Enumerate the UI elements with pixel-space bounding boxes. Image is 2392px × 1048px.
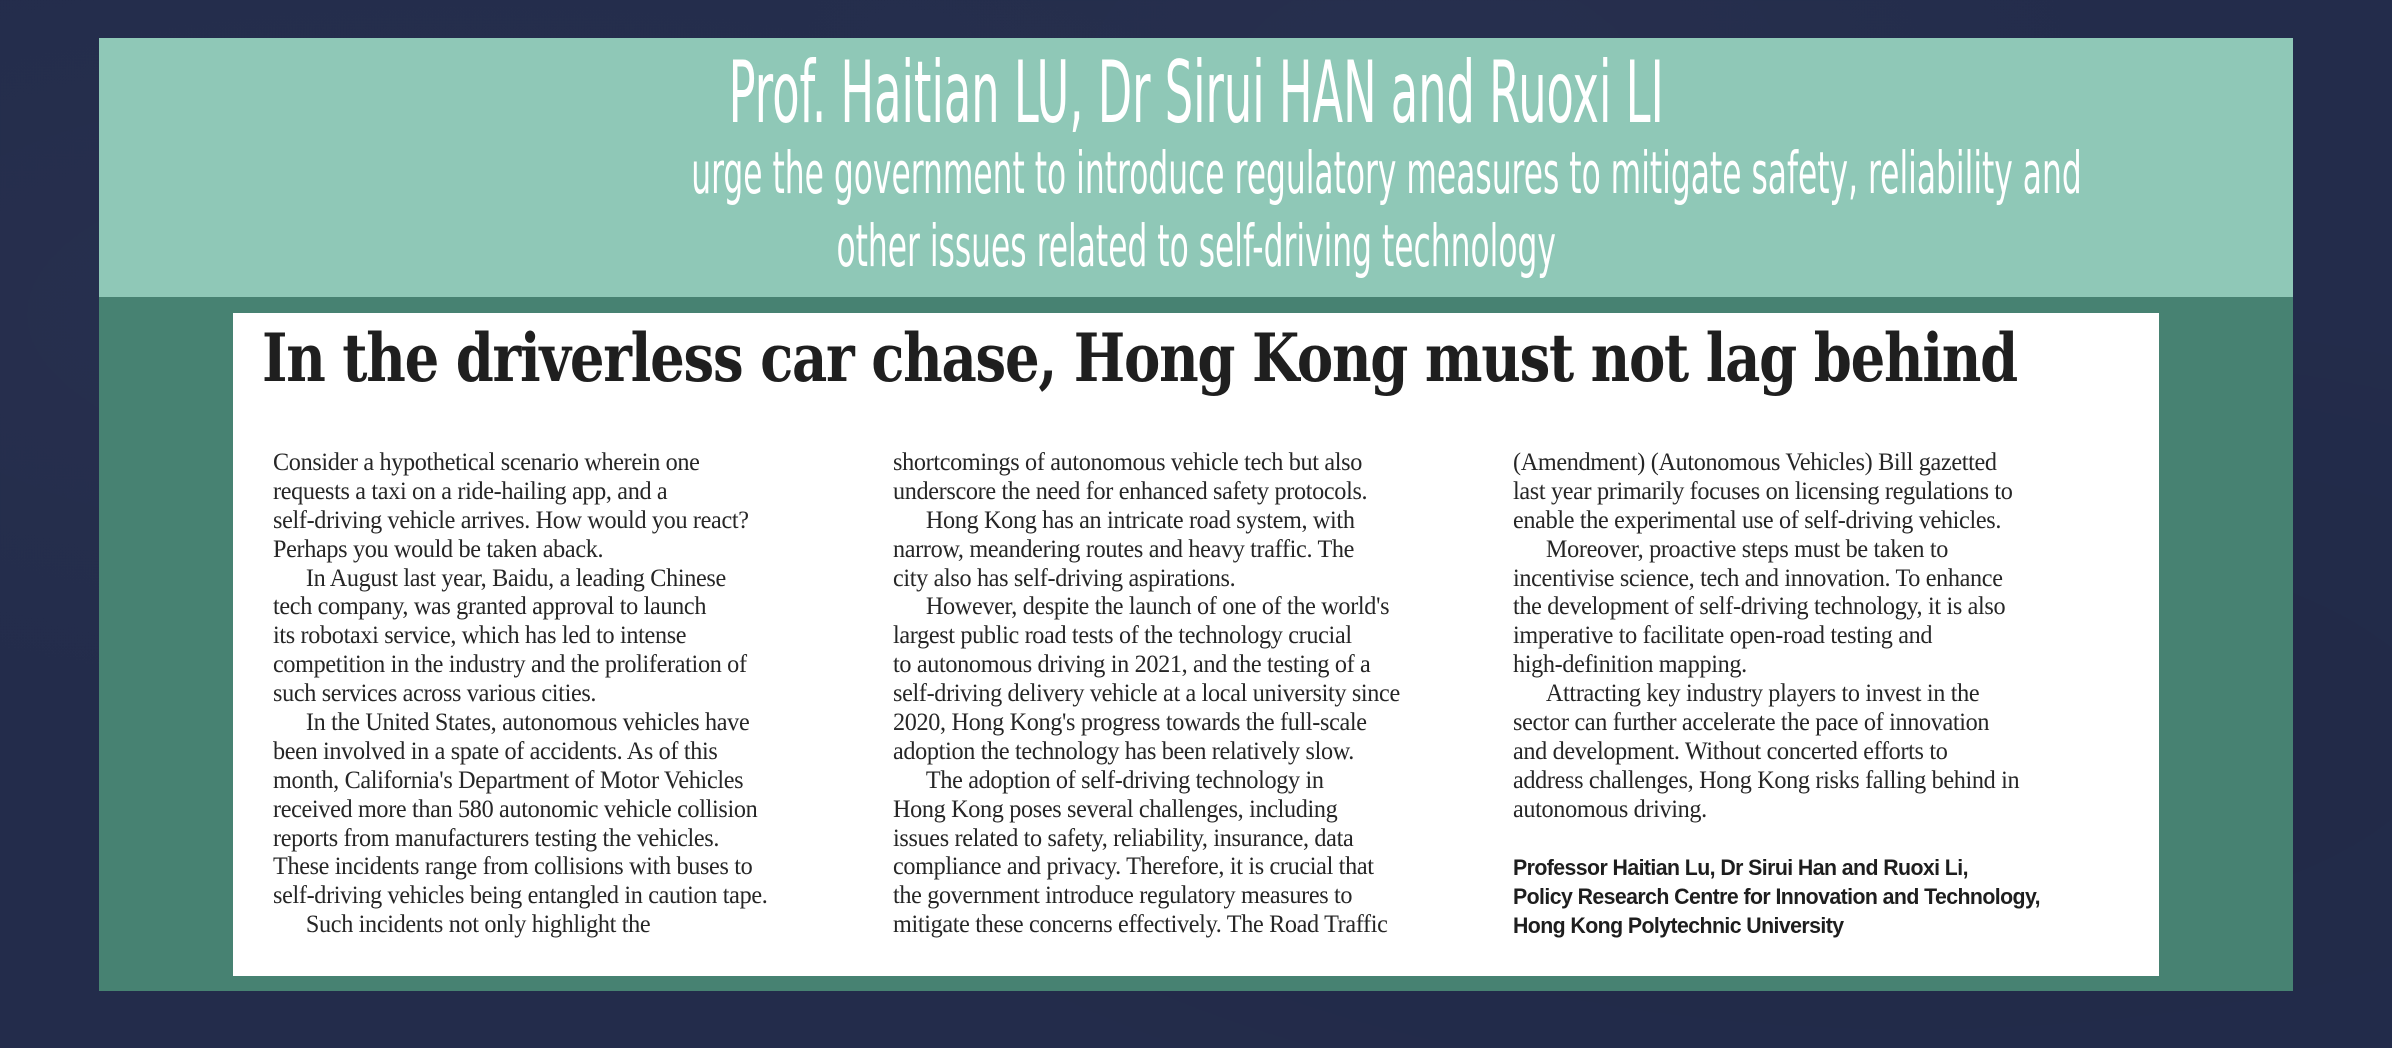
text-line: to autonomous driving in 2021, and the testing of a	[893, 651, 1371, 679]
text-line: self-driving delivery vehicle at a local university since	[893, 680, 1400, 708]
text-line: largest public road tests of the technology crucial	[893, 622, 1352, 650]
text-line: Such incidents not only highlight the	[305, 911, 651, 939]
text-line: such services across various cities.	[273, 680, 597, 708]
text-line: underscore the need for enhanced safety protocols.	[893, 477, 1368, 505]
text-line: Hong Kong has an intricate road system, with	[925, 506, 1355, 534]
text-line: adoption the technology has been relatively slow.	[893, 737, 1354, 765]
text-line: self-driving vehicles being entangled in caution tape.	[273, 882, 768, 910]
text-line: compliance and privacy. Therefore, it is crucial that	[893, 853, 1374, 881]
text-line: tech company, was granted approval to launch	[273, 593, 707, 621]
text-line: In August last year, Baidu, a leading Chinese	[305, 564, 726, 592]
text-line: city also has self-driving aspirations.	[893, 564, 1236, 592]
text-line: self-driving vehicle arrives. How would you react?	[273, 506, 749, 534]
text-line: been involved in a spate of accidents. As of this	[273, 737, 718, 765]
text-line: Attracting key industry players to invest in the	[1545, 680, 1980, 708]
text-line: and development. Without concerted efforts to	[1513, 737, 1948, 765]
subtitle-line-1: urge the government to introduce regulatory measures to mitigate safety, reliability and	[691, 139, 2082, 207]
text-line: enable the experimental use of self-driving vehicles.	[1513, 506, 2002, 534]
text-line: issues related to safety, reliability, insurance, data	[893, 824, 1354, 852]
text-line: its robotaxi service, which has led to intense	[273, 622, 687, 650]
subtitle-line-2: other issues related to self-driving technology	[836, 212, 1556, 280]
text-line: imperative to facilitate open-road testing and	[1513, 622, 1933, 650]
text-line: autonomous driving.	[1513, 795, 1707, 823]
text-line: Moreover, proactive steps must be taken to	[1545, 535, 1949, 563]
text-line: However, despite the launch of one of the world's	[925, 593, 1390, 621]
text-line: Hong Kong poses several challenges, including	[893, 795, 1338, 823]
text-line: competition in the industry and the proliferation of	[273, 651, 747, 679]
text-line: These incidents range from collisions with buses to	[273, 853, 753, 881]
text-line: shortcomings of autonomous vehicle tech but also	[893, 449, 1362, 476]
text-line: high-definition mapping.	[1513, 651, 1747, 679]
text-line: The adoption of self-driving technology in	[925, 766, 1324, 794]
author-institution-line: Hong Kong Polytechnic University	[1513, 913, 1844, 939]
text-line: requests a taxi on a ride-hailing app, and a	[273, 477, 668, 505]
text-line: address challenges, Hong Kong risks falling behind in	[1513, 766, 2020, 794]
text-line: In the United States, autonomous vehicles have	[305, 709, 750, 737]
article-column-3	[1513, 449, 2133, 940]
article-column-2	[893, 449, 1513, 940]
text-line: incentivise science, tech and innovation. To enhance	[1513, 564, 2003, 592]
text-line: narrow, meandering routes and heavy traffic. The	[893, 535, 1355, 563]
text-line: last year primarily focuses on licensing regulations to	[1513, 477, 2013, 505]
authors-title: Prof. Haitian LU, Dr Sirui HAN and Ruoxi LI	[728, 43, 1664, 143]
author-affiliation-line: Policy Research Centre for Innovation and Technology,	[1513, 884, 2040, 910]
text-line: mitigate these concerns effectively. The Road Traffic	[893, 911, 1388, 939]
text-line: the government introduce regulatory measures to	[893, 882, 1353, 910]
text-line: Consider a hypothetical scenario wherein one	[273, 449, 700, 476]
text-line: received more than 580 autonomic vehicle collision	[273, 795, 758, 823]
author-signature-line: Professor Haitian Lu, Dr Sirui Han and Ruoxi Li,	[1513, 855, 1968, 881]
text-line: reports from manufacturers testing the vehicles.	[273, 824, 720, 852]
text-line: month, California's Department of Motor Vehicles	[273, 766, 744, 794]
spacer	[1513, 825, 2133, 854]
text-line: sector can further accelerate the pace of innovation	[1513, 709, 1990, 737]
article-headline: In the driverless car chase, Hong Kong must not lag behind	[262, 319, 2017, 397]
text-line: 2020, Hong Kong's progress towards the full-scale	[893, 709, 1367, 737]
text-line: (Amendment) (Autonomous Vehicles) Bill gazetted	[1513, 449, 1997, 476]
text-line: Perhaps you would be taken aback.	[273, 535, 604, 563]
text-line: the development of self-driving technology, it is also	[1513, 593, 2006, 621]
article-column-1	[273, 449, 893, 940]
